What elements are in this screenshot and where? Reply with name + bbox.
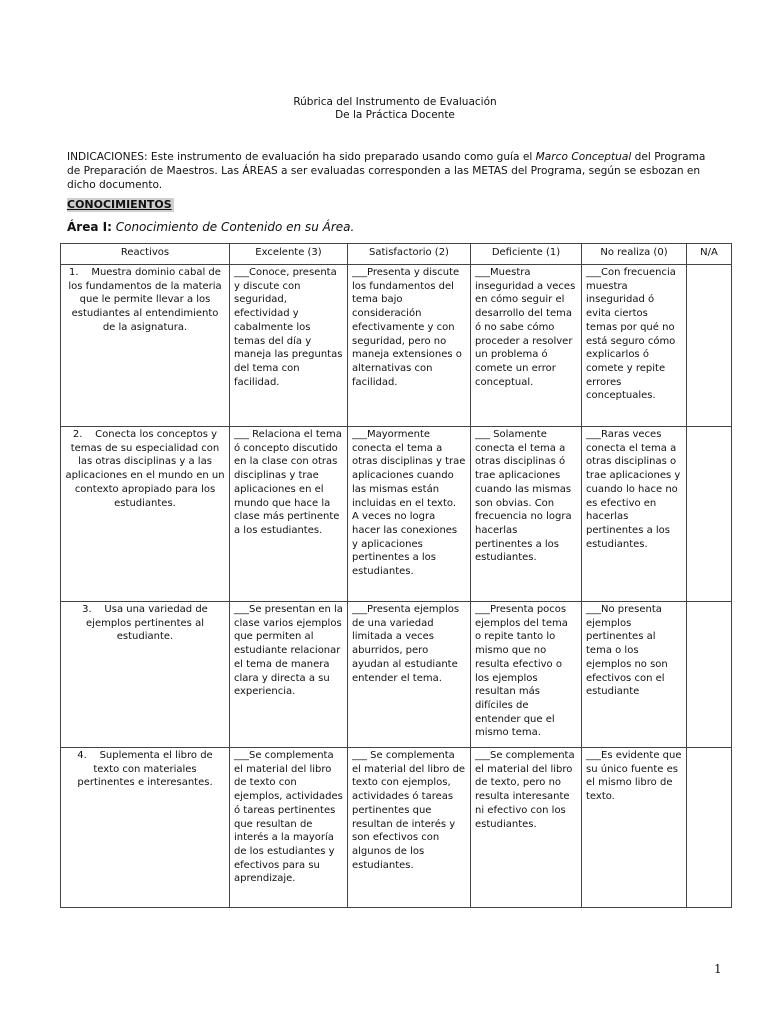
document-subtitle: De la Práctica Docente (335, 109, 455, 121)
table-row (61, 602, 732, 748)
table-row (61, 265, 732, 427)
cell-satisfactorio: ___Mayormente conecta el tema a otras disciplinas y trae aplicaciones cuando las mismas están incluidas en el texto. A veces no logra hacer las conexiones y aplicaciones pertinentes a los estudiantes. (348, 427, 471, 602)
item-number: 3. (82, 604, 92, 615)
table-row (61, 427, 732, 602)
header-deficiente: Deficiente (1) (471, 244, 582, 265)
item-cell (61, 748, 230, 908)
cell-satisfactorio: ___Presenta ejemplos de una variedad limitada a veces aburridos, pero ayudan al estudiante entender el tema. (348, 602, 471, 748)
instructions-text-start: INDICACIONES: Este instrumento de evaluación ha sido preparado usando como guía el (67, 151, 536, 163)
cell-satisfactorio: ___ Se complementa el material del libro de texto con ejemplos, actividades ó tareas pertinentes que resultan de interés y son efectivos con algunos de los estudiantes. (348, 748, 471, 908)
cell-no-realiza: ___Es evidente que su único fuente es el mismo libro de texto. (582, 748, 687, 908)
area-label: Área I: (67, 220, 112, 234)
item-text: Conecta los conceptos y temas de su especialidad con las otras disciplinas y a las aplicaciones en el mundo en un contexto apropiado para los estudiantes. (65, 429, 225, 509)
cell-no-realiza: ___No presenta ejemplos pertinentes al tema o los ejemplos no son efectivos con el estudiante (582, 602, 687, 748)
item-number: 4. (77, 750, 87, 761)
cell-excelente: ___Se presentan en la clase varios ejemplos que permiten al estudiante relacionar el tema de manera clara y directa a su experiencia. (230, 602, 348, 748)
cell-na (687, 427, 732, 602)
header-na: N/A (687, 244, 732, 265)
section-heading: CONOCIMIENTOS (67, 198, 172, 211)
cell-excelente: ___ Relaciona el tema ó concepto discutido en la clase con otras disciplinas y trae aplicaciones en el mundo que hace la clase más pertinente a los estudiantes. (230, 427, 348, 602)
instructions-paragraph (67, 150, 717, 192)
cell-na (687, 265, 732, 427)
instructions-italic-term: Marco Conceptual (535, 151, 632, 163)
header-reactivos: Reactivos (61, 244, 230, 265)
item-text: Usa una variedad de ejemplos pertinentes al estudiante. (86, 604, 208, 643)
item-text: Suplementa el libro de texto con materiales pertinentes e interesantes. (77, 750, 213, 789)
cell-deficiente: ___Se complementa el material del libro de texto, pero no resulta interesante ni efectivo con los estudiantes. (471, 748, 582, 908)
item-number: 1. (69, 267, 79, 278)
header-satisfactorio: Satisfactorio (2) (348, 244, 471, 265)
document-title: Rúbrica del Instrumento de Evaluación (293, 96, 497, 108)
item-text: Muestra dominio cabal de los fundamentos de la materia que le permite llevar a los estudiantes al entendimiento de la asignatura. (68, 267, 222, 333)
cell-no-realiza: ___Raras veces conecta el tema a otras disciplinas o trae aplicaciones y cuando lo hace no es efectivo en hacerlas pertinentes a los estudiantes. (582, 427, 687, 602)
page-number: 1 (714, 962, 722, 976)
item-cell (61, 427, 230, 602)
cell-deficiente: ___Presenta pocos ejemplos del tema o repite tanto lo mismo que no resulta efectivo o los ejemplos resultan más difíciles de entender que el mismo tema. (471, 602, 582, 748)
table-row (61, 748, 732, 908)
header-no-realiza: No realiza (0) (582, 244, 687, 265)
cell-satisfactorio: ___Presenta y discute los fundamentos del tema bajo consideración efectivamente y con seguridad, pero no maneja extensiones o alternativas con facilidad. (348, 265, 471, 427)
cell-no-realiza: ___Con frecuencia muestra inseguridad ó evita ciertos temas por qué no está seguro cómo explicarlos ó comete y repite errores conceptuales. (582, 265, 687, 427)
header-excelente: Excelente (3) (230, 244, 348, 265)
cell-excelente: ___Conoce, presenta y discute con seguridad, efectividad y cabalmente los temas del día y maneja las preguntas del tema con facilidad. (230, 265, 348, 427)
item-cell (61, 602, 230, 748)
instructions-text-end: del Programa de Preparación de Maestros. Las ÁREAS a ser evaluadas corresponden a las METAS del Programa, según se esbozan en dicho documento. (67, 151, 706, 191)
cell-deficiente: ___ Solamente conecta el tema a otras disciplinas ó trae aplicaciones cuando las mismas son obvias. Con frecuencia no logra hacerlas pertinentes a los estudiantes. (471, 427, 582, 602)
rubric-table (60, 243, 732, 908)
area-title: Conocimiento de Contenido en su Área. (115, 220, 355, 234)
cell-deficiente: ___Muestra inseguridad a veces en cómo seguir el desarrollo del tema ó no sabe cómo proceder a resolver un problema ó comete un error conceptual. (471, 265, 582, 427)
table-header-row (61, 244, 732, 265)
cell-na (687, 748, 732, 908)
item-cell (61, 265, 230, 427)
area-heading (67, 219, 354, 235)
item-number: 2. (72, 429, 83, 440)
cell-excelente: ___Se complementa el material del libro de texto con ejemplos, actividades ó tareas pertinentes que resultan de interés a la mayoría de los estudiantes y efectivos para su aprendizaje. (230, 748, 348, 908)
cell-na (687, 602, 732, 748)
